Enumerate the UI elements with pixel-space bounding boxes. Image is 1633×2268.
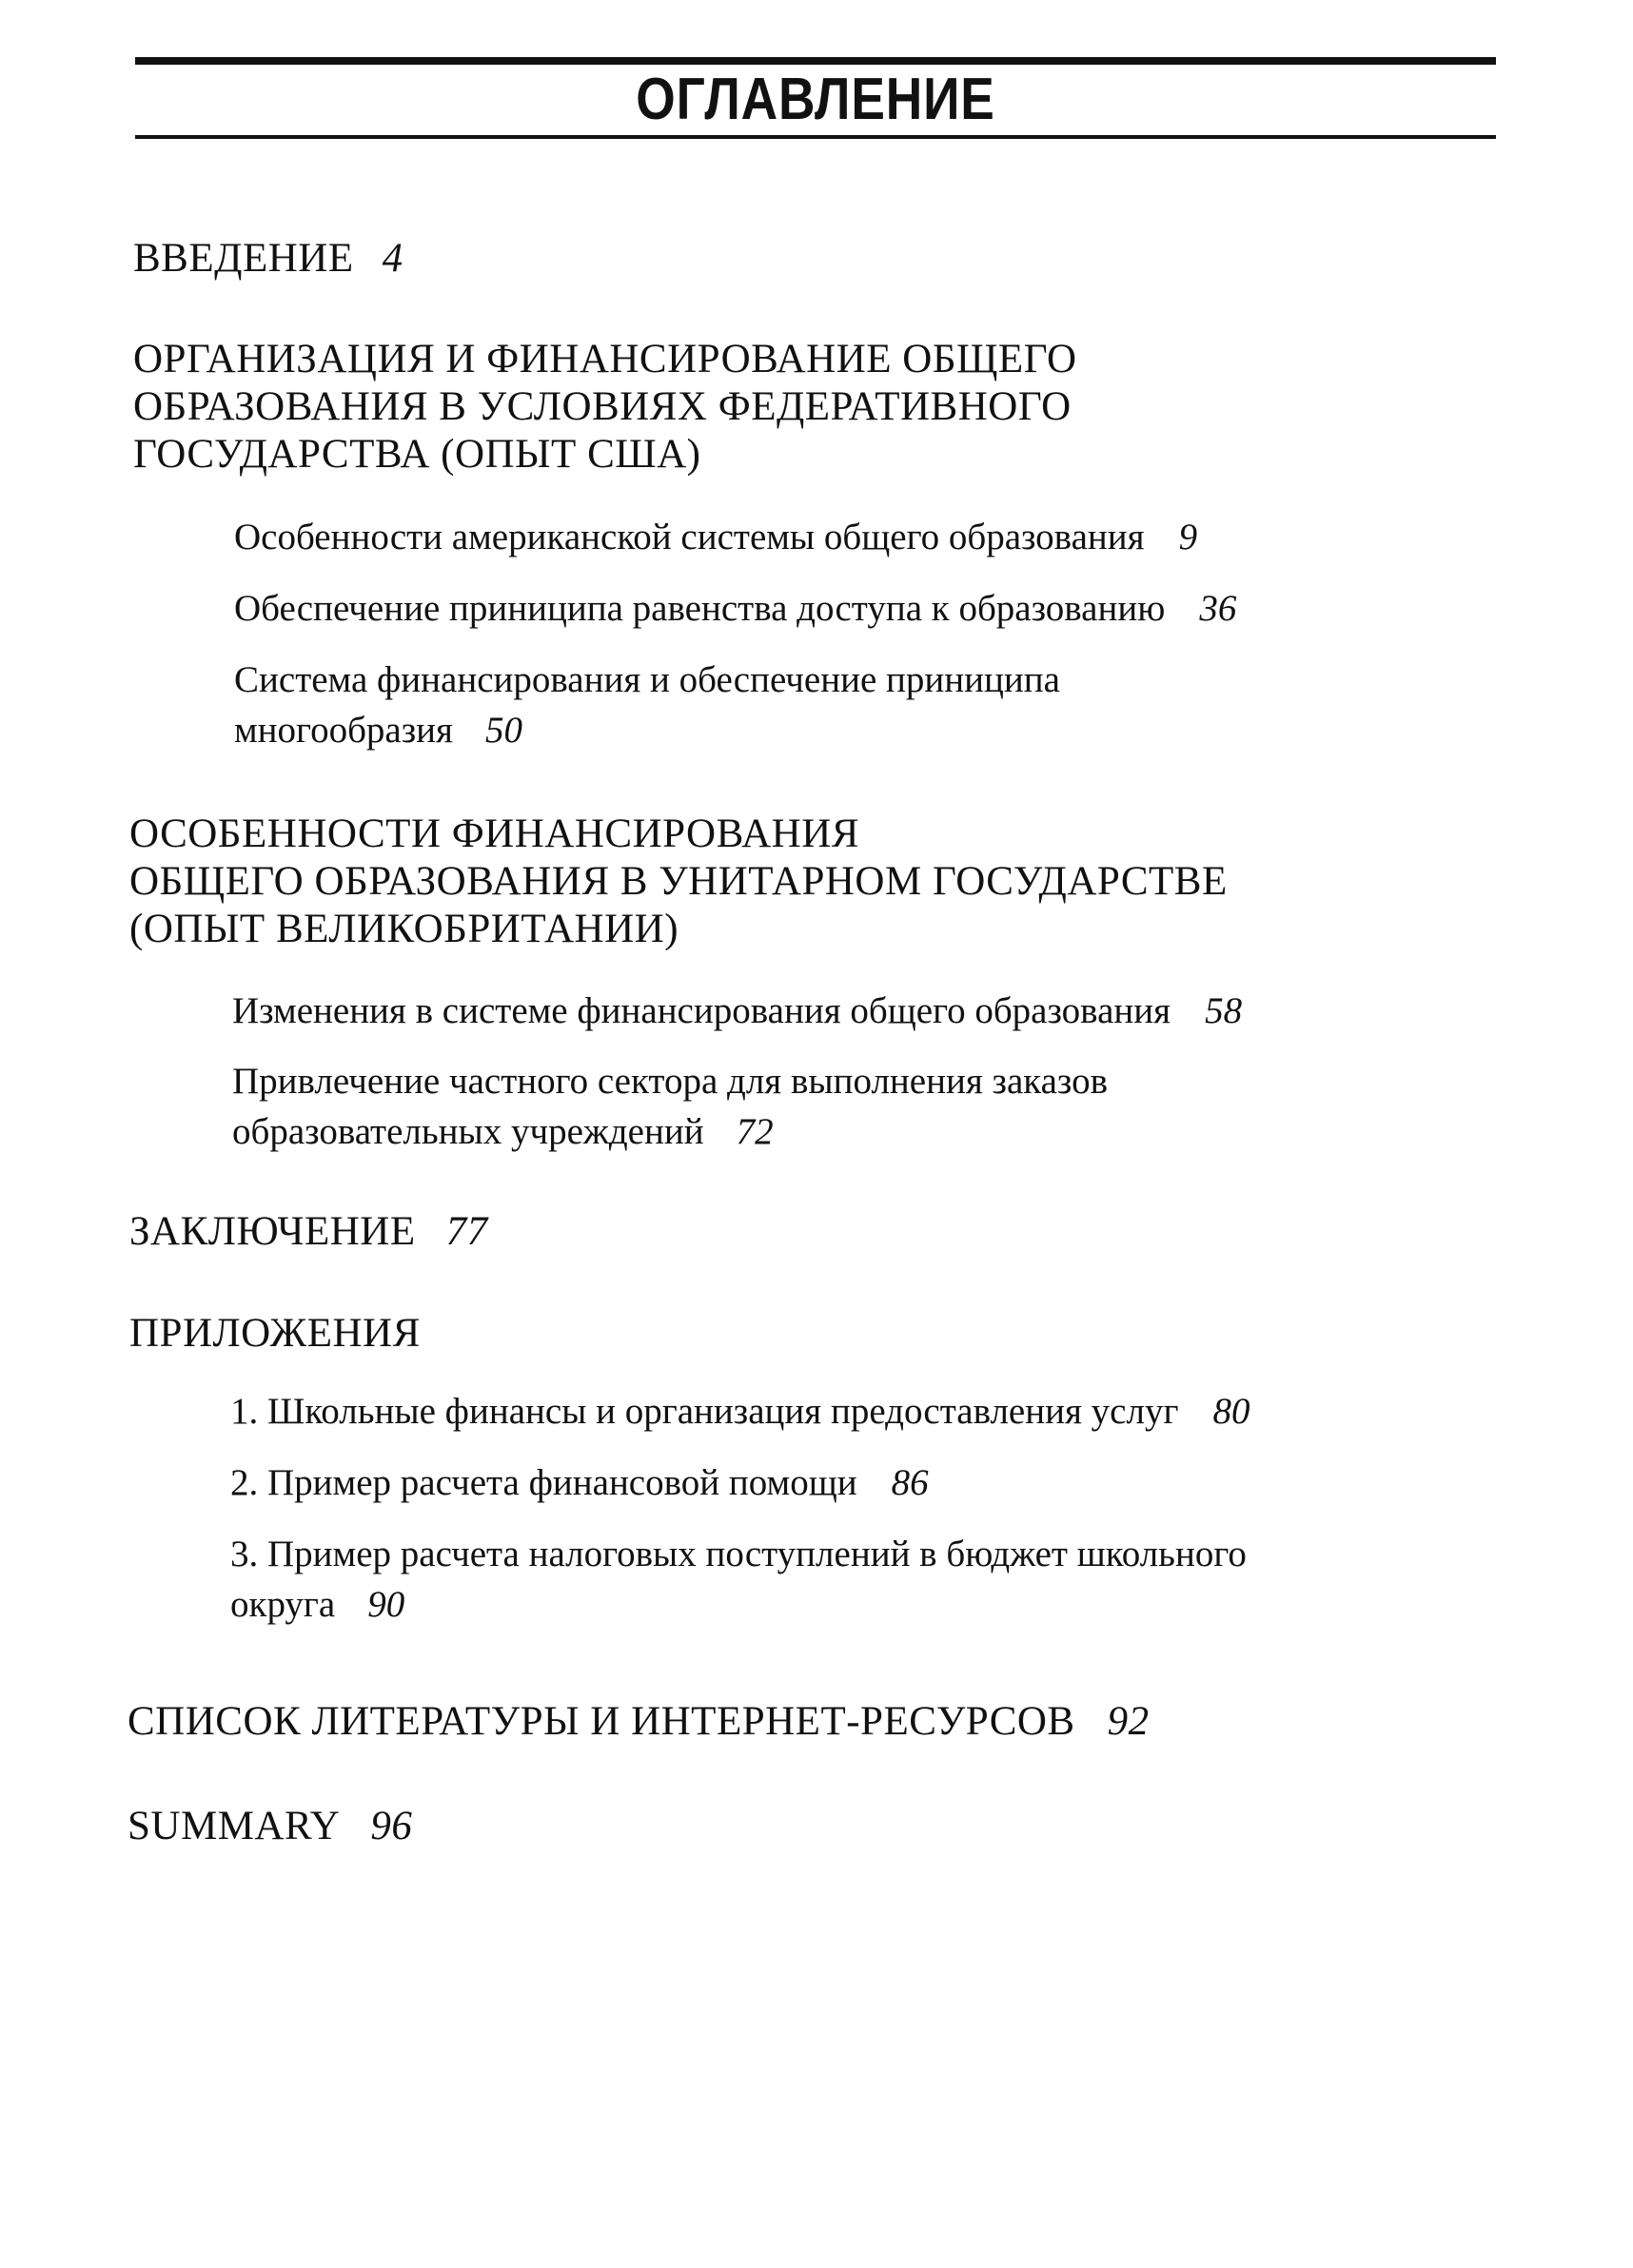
toc-entry-title: ПРИЛОЖЕНИЯ: [129, 1311, 421, 1356]
toc-entry-appendices[interactable]: [129, 1310, 421, 1358]
toc-entry-title: (ОПЫТ ВЕЛИКОБРИТАНИИ): [129, 907, 679, 951]
toc-entry-title: Система финансирования и обеспечение приниципа: [234, 659, 1060, 700]
toc-entry-private-sector-line-1[interactable]: [232, 1056, 1108, 1106]
toc-entry-title: Обеспечение приниципа равенства доступа к образованию: [234, 588, 1166, 629]
toc-entry-funding-system-line-2[interactable]: [234, 705, 522, 755]
toc-entry-title: ГОСУДАРСТВА (ОПЫТ США): [133, 432, 701, 477]
toc-entry-conclusion[interactable]: [129, 1208, 488, 1256]
toc-entry-title: ОРГАНИЗАЦИЯ И ФИНАНСИРОВАНИЕ ОБЩЕГО: [133, 337, 1077, 381]
toc-entry-title: Изменения в системе финансирования общего образования: [232, 990, 1171, 1031]
toc-entry-american-system[interactable]: [234, 512, 1197, 562]
toc-page-number: 36: [1199, 588, 1237, 629]
toc-entry-title: ОБЩЕГО ОБРАЗОВАНИЯ В УНИТАРНОМ ГОСУДАРСТВЕ: [129, 859, 1228, 904]
toc-page-number: 80: [1212, 1391, 1250, 1432]
toc-entry-funding-system-line-1[interactable]: [234, 655, 1060, 705]
toc-entry-title: 2. Пример расчета финансовой помощи: [230, 1462, 857, 1503]
toc-entry-title: образовательных учреждений: [232, 1111, 704, 1152]
toc-entry-title: округа: [230, 1584, 336, 1625]
toc-entry-uk-changes[interactable]: [232, 986, 1242, 1036]
toc-entry-summary[interactable]: [128, 1803, 412, 1850]
toc-section-usa-line-3[interactable]: [133, 431, 701, 479]
toc-page-number: 92: [1107, 1699, 1150, 1744]
toc-page-number: 90: [367, 1584, 405, 1625]
toc-entry-title: СПИСОК ЛИТЕРАТУРЫ И ИНТЕРНЕТ-РЕСУРСОВ: [128, 1699, 1075, 1744]
toc-section-uk-line-3[interactable]: [129, 906, 679, 953]
toc-entry-introduction[interactable]: [133, 235, 403, 283]
toc-entry-appendix-3-line-1[interactable]: [230, 1529, 1247, 1579]
page-title: ОГЛАВЛЕНИЕ: [636, 67, 995, 132]
toc-entry-appendix-1[interactable]: [230, 1386, 1249, 1437]
toc-section-uk-line-2[interactable]: [129, 858, 1228, 906]
toc-entry-title: ЗАКЛЮЧЕНИЕ: [129, 1209, 416, 1254]
toc-section-usa-line-1[interactable]: [133, 336, 1077, 383]
toc-section-uk-line-1[interactable]: [129, 811, 859, 858]
toc-entry-appendix-2[interactable]: [230, 1457, 929, 1508]
toc-entry-title: Привлечение частного сектора для выполнения заказов: [232, 1061, 1109, 1102]
toc-entry-equal-access[interactable]: [234, 583, 1236, 634]
toc-entry-title: 3. Пример расчета налоговых поступлений в бюджет школьного: [230, 1534, 1247, 1574]
toc-page-number: 50: [484, 710, 522, 751]
toc-entry-title: 1. Школьные финансы и организация предоставления услуг: [230, 1391, 1179, 1432]
toc-section-usa-line-2[interactable]: [133, 383, 1072, 431]
toc-entry-title: многообразия: [234, 710, 453, 751]
toc-page-number: 86: [891, 1462, 929, 1503]
toc-entry-title: ВВЕДЕНИЕ: [133, 236, 354, 281]
toc-entry-private-sector-line-2[interactable]: [232, 1106, 774, 1157]
toc-entry-title: ОСОБЕННОСТИ ФИНАНСИРОВАНИЯ: [129, 811, 859, 856]
toc-page-number: 9: [1178, 517, 1198, 557]
toc-page-number: 4: [382, 236, 403, 281]
toc-entry-title: SUMMARY: [128, 1804, 341, 1848]
toc-page-number: 72: [736, 1111, 774, 1152]
toc-page-number: 58: [1205, 990, 1243, 1031]
toc-entry-title: ОБРАЗОВАНИЯ В УСЛОВИЯХ ФЕДЕРАТИВНОГО: [133, 384, 1072, 429]
toc-entry-title: Особенности американской системы общего образования: [234, 517, 1145, 557]
toc-page-number: 77: [445, 1209, 488, 1254]
toc-entry-appendix-3-line-2[interactable]: [230, 1579, 404, 1630]
toc-entry-bibliography[interactable]: [128, 1698, 1150, 1746]
toc-page-number: 96: [370, 1804, 413, 1848]
